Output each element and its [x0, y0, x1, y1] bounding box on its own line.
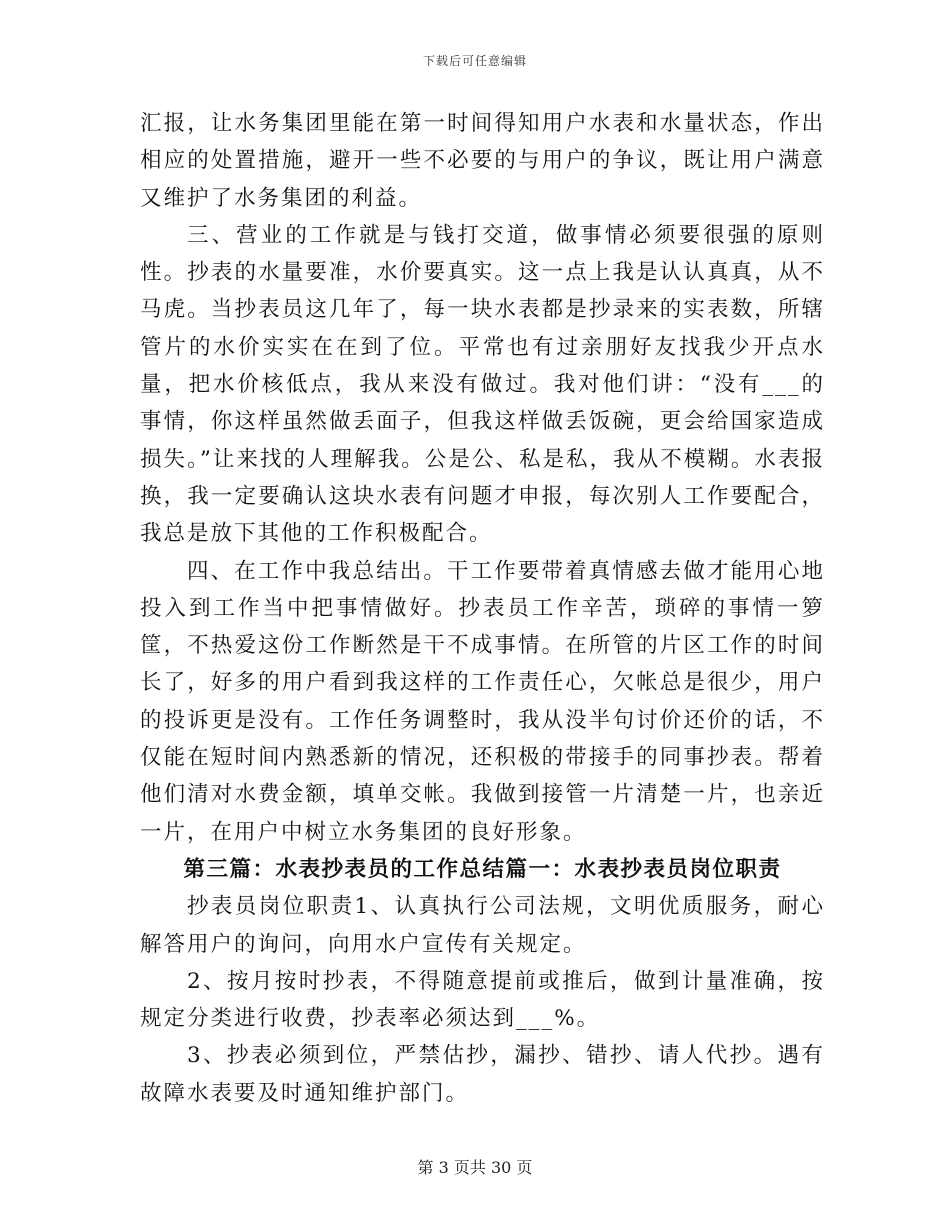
- page-number-footer: 第 3 页共 30 页: [417, 1158, 533, 1177]
- paragraph-duty-one: 抄表员岗位职责1、认真执行公司法规，文明优质服务，耐心解答用户的询问，向用水户宣传有关规定。: [140, 894, 825, 957]
- paragraph-duty-three: 3、抄表必须到位，严禁估抄，漏抄、错抄、请人代抄。遇有故障水表要及时通知维护部门。: [140, 1043, 825, 1106]
- section-heading: 第三篇：水表抄表员的工作总结篇一：水表抄表员岗位职责: [183, 856, 782, 882]
- paragraph-duty-two: 2、按月按时抄表，不得随意提前或推后，做到计量准确，按规定分类进行收费，抄表率必须达到___%。: [140, 968, 825, 1032]
- paragraph-section-three: 三、营业的工作就是与钱打交道，做事情必须要很强的原则性。抄表的水量要准，水价要真实。这一点上我是认认真真，从不马虎。当抄表员这几年了，每一块水表都是抄录来的实表数，所辖管片的水价实实在在到了位。平常也有过亲朋好友找我少开点水量，把水价核低点，我从来没有做过。我对他们讲：“没有___的事情，你这样虽然做丢面子，但我这样做丢饭碗，更会给国家造成损失。”让来找的人理解我。公是公、私是私，我从不模糊。水表报换，我一定要确认这块水表有问题才申报，每次别人工作要配合，我总是放下其他的工作积极配合。: [140, 222, 825, 547]
- document-body: [140, 105, 825, 1112]
- page-header: 下载后可任意编辑: [422, 54, 527, 68]
- paragraph-section-four: 四、在工作中我总结出。干工作要带着真情感去做才能用心地投入到工作当中把事情做好。抄表员工作辛苦，琐碎的事情一箩筐，不热爱这份工作断然是干不成事情。在所管的片区工作的时间长了，好多的用户看到我这样的工作责任心，欠帐总是很少，用户的投诉更是没有。工作任务调整时，我从没半句讨价还价的话，不仅能在短时间内熟悉新的情况，还积极的带接手的同事抄表。帮着他们清对水费金额，填单交帐。我做到接管一片清楚一片，也亲近一片，在用户中树立水务集团的良好形象。: [140, 558, 825, 845]
- paragraph-continuation: 汇报，让水务集团里能在第一时间得知用户水表和水量状态，作出相应的处置措施，避开一些不必要的与用户的争议，既让用户满意又维护了水务集团的利益。: [140, 111, 825, 211]
